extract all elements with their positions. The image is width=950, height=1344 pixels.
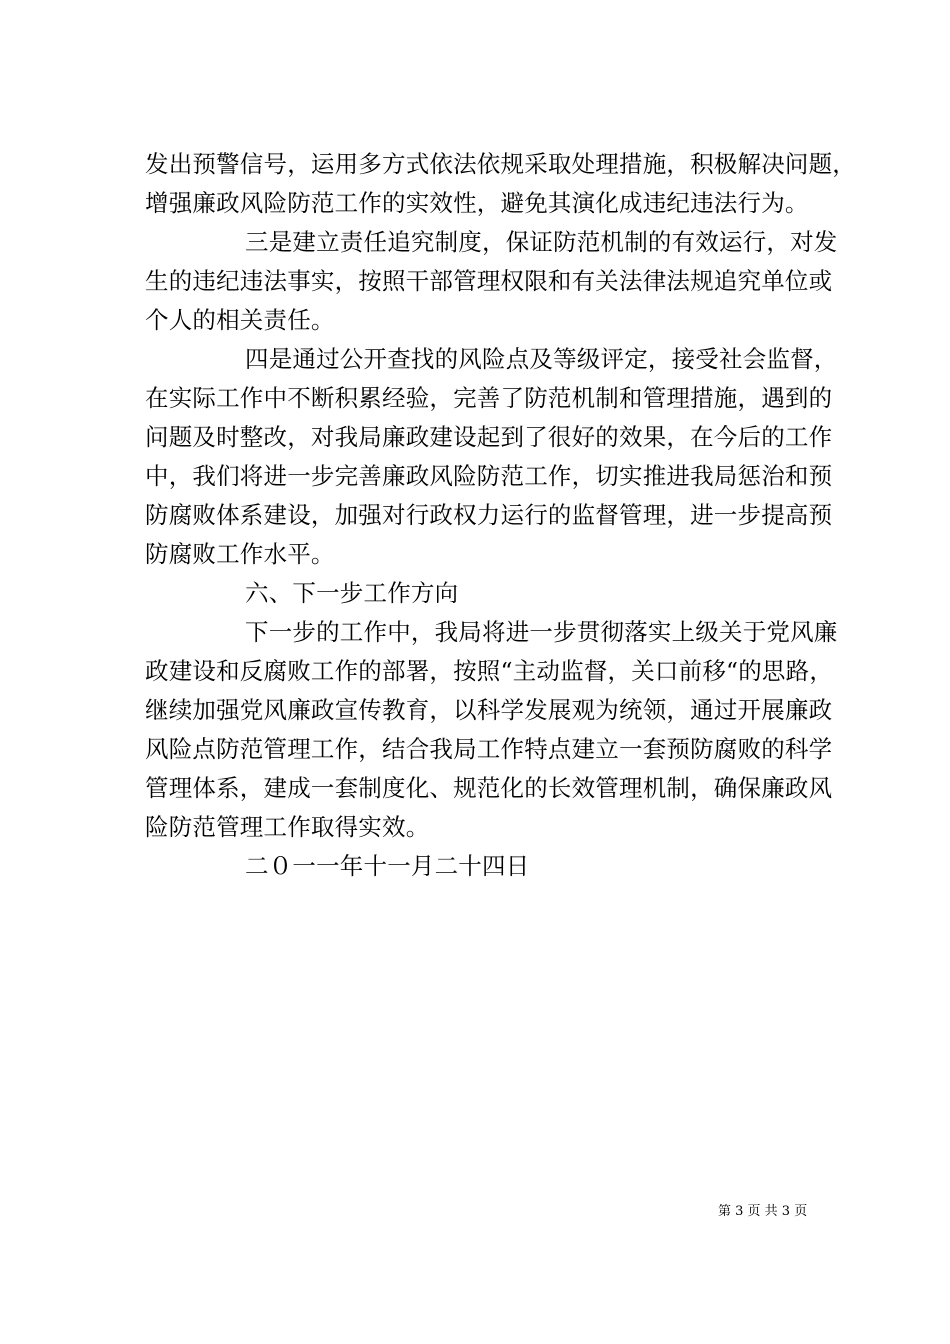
text-line: 增强廉政风险防范工作的实效性，避免其演化成违纪违法行为。 [145, 189, 809, 217]
text-line: 问题及时整改，对我局廉政建设起到了很好的效果，在今后的工作 [145, 423, 833, 451]
text-line: 继续加强党风廉政宣传教育，以科学发展观为统领，通过开展廉政 [145, 696, 833, 724]
text-line: 发出预警信号，运用多方式依法依规采取处理措施，积极解决问题， [145, 150, 856, 178]
text-line: 在实际工作中不断积累经验，完善了防范机制和管理措施，遇到的 [145, 384, 833, 412]
text-line: 防腐败工作水平。 [145, 540, 335, 568]
text-line: 个人的相关责任。 [145, 306, 335, 334]
page-footer: 第 3 页 共 3 页 [718, 1204, 808, 1219]
paragraph-start: 下一步的工作中，我局将进一步贯彻落实上级关于党风廉 [245, 618, 838, 646]
text-line: 防腐败体系建设，加强对行政权力运行的监督管理，进一步提高预 [145, 501, 833, 529]
paragraph-start: 三是建立责任追究制度，保证防范机制的有效运行，对发 [245, 228, 838, 256]
text-line: 政建设和反腐败工作的部署，按照“主动监督，关口前移“的思路， [145, 657, 834, 685]
date-line: 二０一一年十一月二十四日 [245, 852, 530, 880]
paragraph-start: 四是通过公开查找的风险点及等级评定，接受社会监督， [245, 345, 838, 373]
text-line: 管理体系，建成一套制度化、规范化的长效管理机制，确保廉政风 [145, 774, 833, 802]
text-line: 风险点防范管理工作，结合我局工作特点建立一套预防腐败的科学 [145, 735, 833, 763]
section-heading: 六、下一步工作方向 [245, 579, 459, 607]
text-line: 险防范管理工作取得实效。 [145, 813, 430, 841]
text-line: 中，我们将进一步完善廉政风险防范工作，切实推进我局惩治和预 [145, 462, 833, 490]
text-line: 生的违纪违法事实，按照干部管理权限和有关法律法规追究单位或 [145, 267, 833, 295]
